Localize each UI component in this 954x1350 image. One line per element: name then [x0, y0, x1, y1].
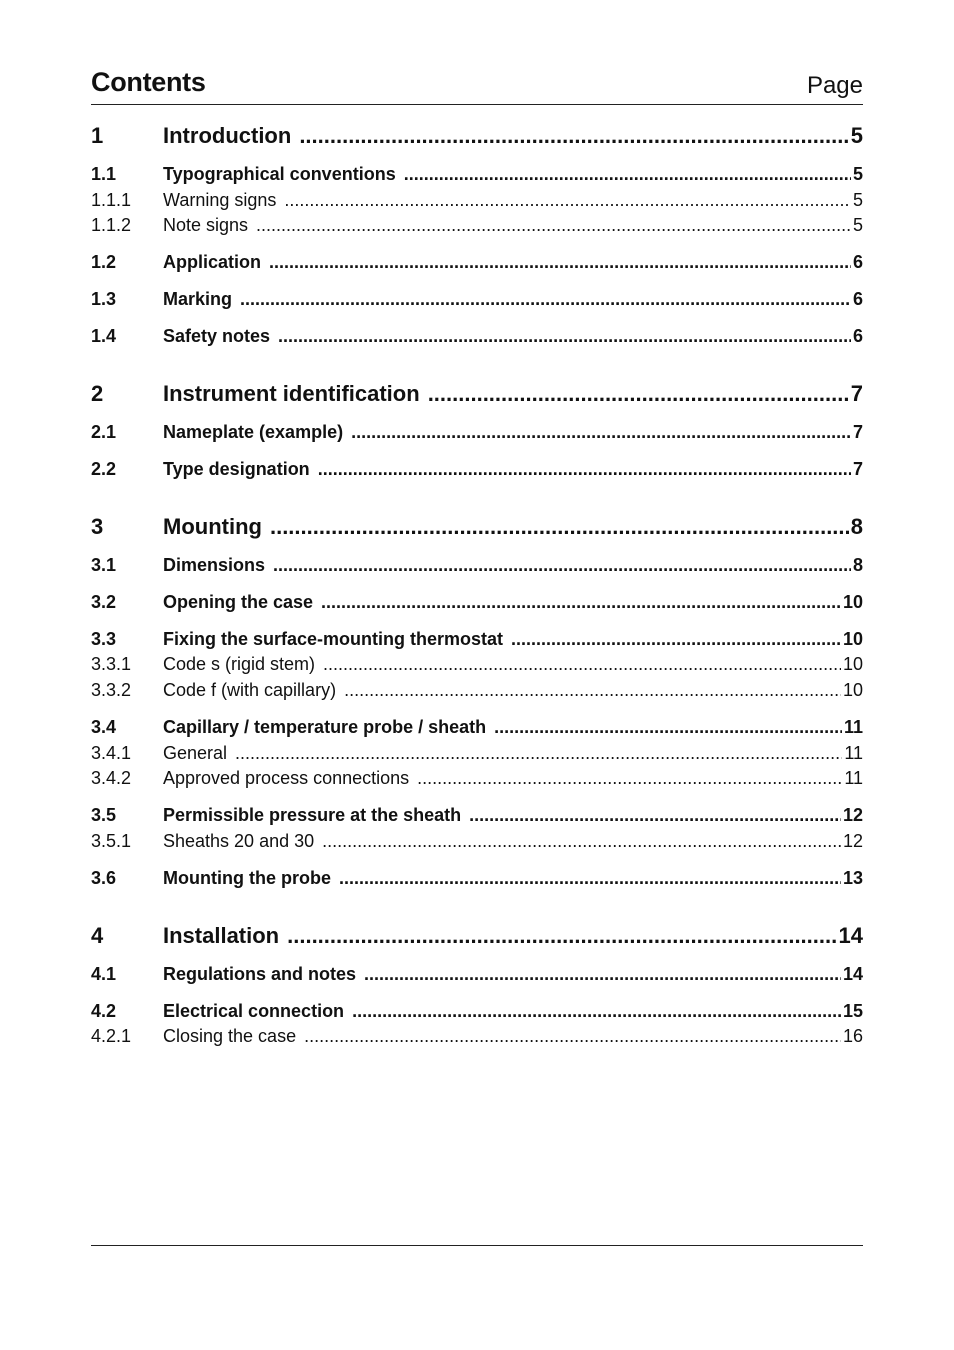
toc-section-3-3[interactable] [91, 629, 863, 653]
toc-title: Opening the case [163, 592, 314, 612]
toc-number: 3.2 [91, 592, 117, 612]
toc-leader [304, 1026, 841, 1047]
toc-number: 2 [91, 381, 104, 406]
toc-leader [278, 326, 851, 347]
toc-title: General [163, 743, 228, 763]
toc-number: 1.2 [91, 252, 117, 272]
toc-number: 3.5 [91, 805, 117, 825]
toc-page: 14 [842, 964, 863, 984]
toc-leader [364, 964, 841, 985]
toc-page: 8 [852, 555, 863, 575]
toc-page: 5 [852, 190, 863, 210]
toc-page: 6 [852, 326, 863, 346]
toc-title: Mounting [163, 514, 262, 539]
toc-title: Electrical connection [163, 1001, 345, 1021]
toc-page: 13 [842, 868, 863, 888]
toc-title: Regulations and notes [163, 964, 357, 984]
toc-leader [469, 805, 841, 826]
toc-page: 10 [842, 592, 863, 612]
toc-title: Code f (with capillary) [163, 680, 337, 700]
footer-divider [91, 1245, 863, 1246]
toc-title: Dimensions [163, 555, 266, 575]
toc-page: 5 [852, 164, 863, 184]
toc-section-2-2[interactable] [91, 459, 863, 483]
toc-number: 1.3 [91, 289, 117, 309]
toc-title: Safety notes [163, 326, 271, 346]
toc-leader [339, 868, 841, 889]
toc-title: Type designation [163, 459, 310, 479]
toc-page: 11 [844, 743, 863, 763]
toc-title: Sheaths 20 and 30 [163, 831, 315, 851]
toc-chapter-4[interactable] [91, 923, 863, 951]
toc-subsection-3-5-1[interactable] [91, 831, 863, 855]
toc-leader [351, 422, 851, 443]
toc-number: 3.5.1 [91, 831, 132, 851]
toc-title: Instrument identification [163, 381, 420, 406]
toc-page: 7 [852, 422, 863, 442]
toc-section-4-1[interactable] [91, 964, 863, 988]
toc-number: 3.3.1 [91, 654, 132, 674]
toc-leader [284, 190, 851, 211]
toc-title: Approved process connections [163, 768, 410, 788]
toc-number: 3.4.1 [91, 743, 132, 763]
toc-leader [235, 743, 842, 764]
toc-leader [269, 252, 851, 273]
page-title: Contents [91, 67, 206, 97]
toc-number: 4.2.1 [91, 1026, 132, 1046]
toc-section-2-1[interactable] [91, 422, 863, 446]
toc-number: 2.1 [91, 422, 117, 442]
toc-section-3-4[interactable] [91, 717, 863, 741]
toc-leader [321, 592, 841, 613]
toc-number: 3.3 [91, 629, 117, 649]
toc-title: Application [163, 252, 261, 272]
toc-number: 2.2 [91, 459, 117, 479]
toc-number: 3.4.2 [91, 768, 132, 788]
toc-title: Warning signs [163, 190, 277, 210]
toc-subsection-3-3-2[interactable] [91, 680, 863, 704]
toc-leader [240, 289, 851, 310]
toc-page: 16 [842, 1026, 863, 1046]
page-column-label: Page [806, 72, 863, 99]
toc-page: 6 [852, 252, 863, 272]
table-of-contents [91, 0, 863, 1350]
toc-page: 6 [852, 289, 863, 309]
toc-leader [318, 459, 851, 480]
toc-number: 4.1 [91, 964, 117, 984]
toc-title: Note signs [163, 215, 249, 235]
toc-leader [511, 629, 841, 650]
toc-page: 10 [842, 680, 863, 700]
toc-number: 1 [91, 123, 104, 148]
toc-number: 4.2 [91, 1001, 117, 1021]
toc-leader [273, 555, 851, 576]
toc-leader [428, 381, 849, 407]
toc-section-1-1[interactable] [91, 164, 863, 188]
toc-number: 3.6 [91, 868, 117, 888]
toc-page: 15 [842, 1001, 863, 1021]
toc-title: Code s (rigid stem) [163, 654, 316, 674]
toc-section-3-2[interactable] [91, 592, 863, 616]
toc-number: 1.1 [91, 164, 117, 184]
toc-subsection-3-4-1[interactable] [91, 743, 863, 767]
toc-leader [322, 831, 841, 852]
toc-section-1-2[interactable] [91, 252, 863, 276]
toc-subsection-1-1-2[interactable] [91, 215, 863, 239]
toc-number: 3.3.2 [91, 680, 132, 700]
toc-subsection-1-1-1[interactable] [91, 190, 863, 214]
toc-leader [494, 717, 842, 738]
toc-title: Mounting the probe [163, 868, 331, 888]
toc-title: Installation [163, 923, 280, 948]
toc-chapter-2[interactable] [91, 381, 863, 409]
toc-page: 7 [850, 381, 863, 406]
toc-leader [404, 164, 851, 185]
toc-page: 12 [842, 831, 863, 851]
toc-title: Permissible pressure at the sheath [163, 805, 462, 825]
toc-chapter-1[interactable] [91, 123, 863, 151]
toc-page: 8 [850, 514, 863, 539]
toc-title: Capillary / temperature probe / sheath [163, 717, 487, 737]
toc-title: Introduction [163, 123, 292, 148]
toc-title: Marking [163, 289, 233, 309]
toc-subsection-4-2-1[interactable] [91, 1026, 863, 1050]
toc-leader [256, 215, 851, 236]
toc-number: 3.1 [91, 555, 117, 575]
toc-page: 7 [852, 459, 863, 479]
toc-section-3-5[interactable] [91, 805, 863, 829]
toc-number: 1.1.2 [91, 215, 132, 235]
toc-leader [270, 514, 849, 540]
toc-page: 12 [842, 805, 863, 825]
toc-number: 1.1.1 [91, 190, 132, 210]
toc-leader [299, 123, 848, 149]
toc-section-4-2[interactable] [91, 1001, 863, 1025]
toc-number: 3.4 [91, 717, 117, 737]
toc-section-1-4[interactable] [91, 326, 863, 350]
toc-section-1-3[interactable] [91, 289, 863, 313]
toc-leader [323, 654, 841, 675]
toc-page: 10 [842, 629, 863, 649]
toc-page: 5 [852, 215, 863, 235]
toc-subsection-3-4-2[interactable] [91, 768, 863, 792]
toc-section-3-6[interactable] [91, 868, 863, 892]
toc-title: Closing the case [163, 1026, 297, 1046]
toc-leader [287, 923, 836, 949]
toc-title: Typographical conventions [163, 164, 396, 184]
toc-section-3-1[interactable] [91, 555, 863, 579]
toc-number: 4 [91, 923, 104, 948]
toc-leader [417, 768, 842, 789]
toc-title: Nameplate (example) [163, 422, 344, 442]
toc-leader [352, 1001, 841, 1022]
toc-title: Fixing the surface-mounting thermostat [163, 629, 504, 649]
toc-page: 14 [838, 923, 863, 948]
toc-chapter-3[interactable] [91, 514, 863, 542]
toc-page: 11 [843, 717, 863, 737]
toc-page: 5 [850, 123, 863, 148]
toc-number: 3 [91, 514, 104, 539]
toc-number: 1.4 [91, 326, 117, 346]
toc-page: 11 [844, 768, 863, 788]
toc-leader [344, 680, 841, 701]
toc-subsection-3-3-1[interactable] [91, 654, 863, 678]
toc-page: 10 [842, 654, 863, 674]
